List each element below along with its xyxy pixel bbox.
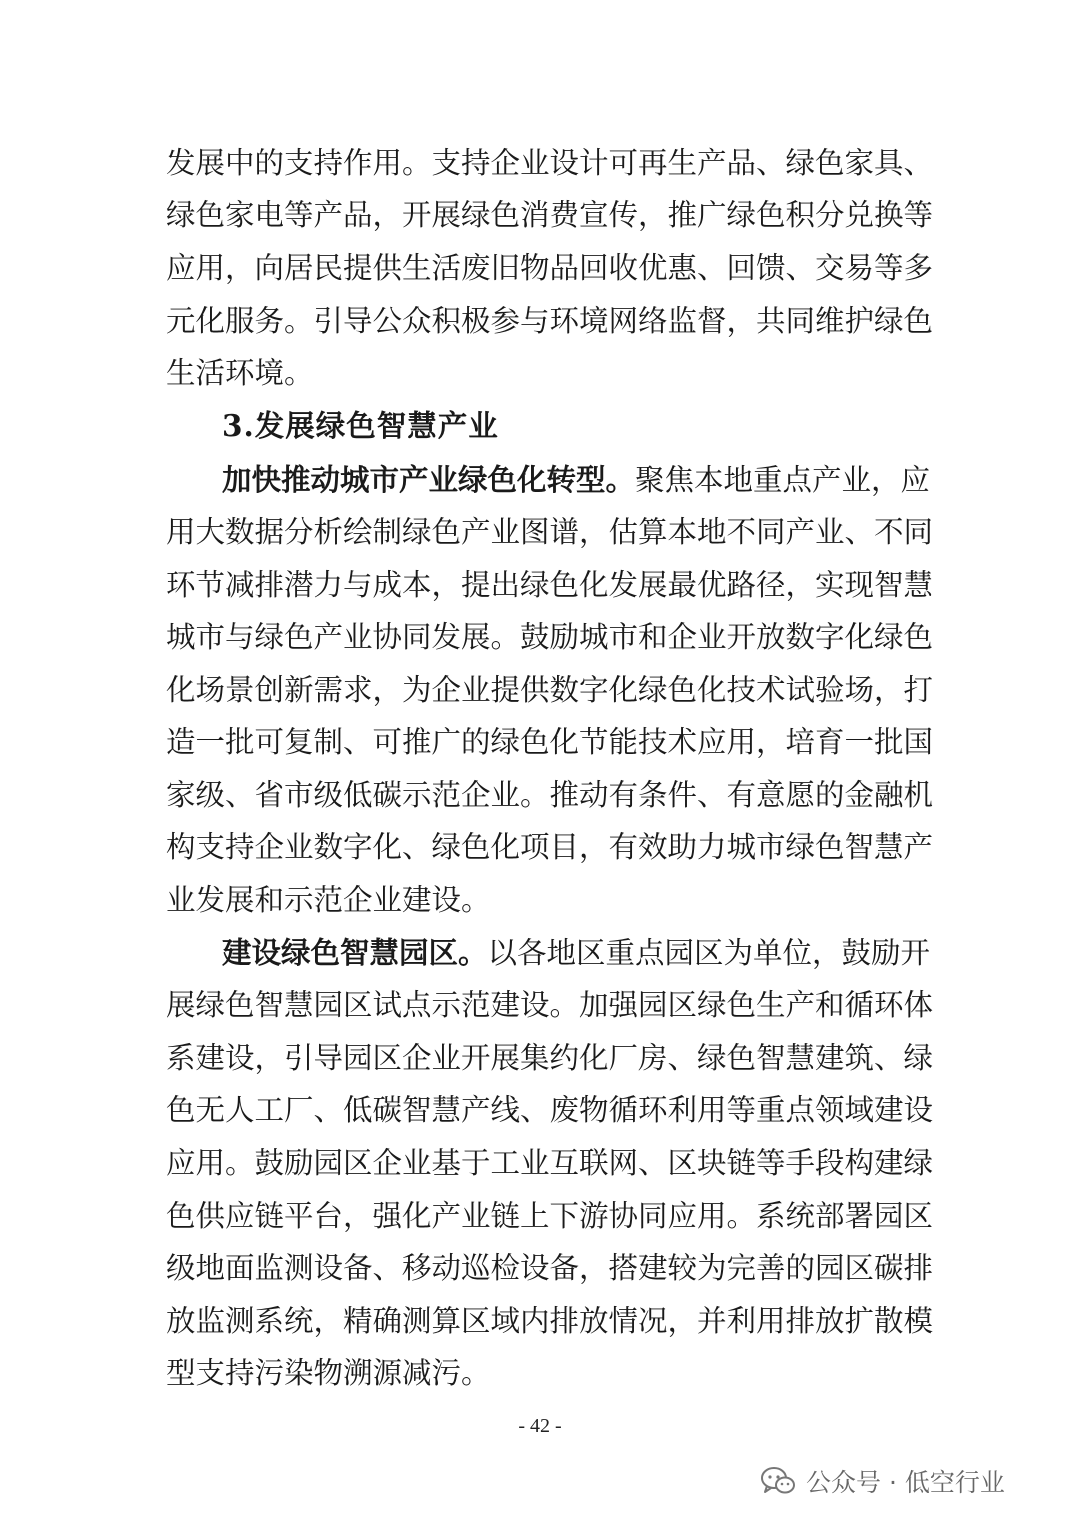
text-line: 色无人工厂、低碳智慧产线、废物循环利用等重点领域建设 [166, 1093, 934, 1127]
text-line: 家级、省市级低碳示范企业。推动有条件、有意愿的金融机 [166, 778, 934, 812]
paragraph-lead-line [222, 933, 931, 973]
text-line: 绿色家电等产品，开展绿色消费宣传，推广绿色积分兑换等 [166, 198, 934, 232]
text-line: 放监测系统，精确测算区域内排放情况，并利用排放扩散模 [166, 1304, 934, 1338]
text-line: 城市与绿色产业协同发展。鼓励城市和企业开放数字化绿色 [166, 620, 934, 654]
text-line: 型支持污染物溯源减污。 [166, 1356, 491, 1390]
text-line: 应用，向居民提供生活废旧物品回收优惠、回馈、交易等多 [166, 251, 934, 285]
bold-lead: 建设绿色智慧园区。 [222, 935, 488, 970]
wechat-icon [760, 1466, 796, 1496]
text-line: 系建设，引导园区企业开展集约化厂房、绿色智慧建筑、绿 [166, 1041, 934, 1075]
watermark-text: 公众号 · 低空行业 [806, 1468, 1005, 1497]
text-line: 色供应链平台，强化产业链上下游协同应用。系统部署园区 [166, 1199, 934, 1233]
text-line: 生活环境。 [166, 356, 314, 390]
text-line: 构支持企业数字化、绿色化项目，有效助力城市绿色智慧产 [166, 830, 934, 864]
text-line: 应用。鼓励园区企业基于工业互联网、区块链等手段构建绿 [166, 1146, 934, 1180]
text-line: 用大数据分析绘制绿色产业图谱，估算本地不同产业、不同 [166, 515, 934, 549]
watermark [760, 1463, 1005, 1499]
lead-rest: 以各地区重点园区为单位，鼓励开 [487, 936, 931, 970]
text-line: 业发展和示范企业建设。 [166, 883, 491, 917]
bold-lead: 加快推动城市产业绿色化转型。 [222, 462, 636, 497]
text-line: 发展中的支持作用。支持企业设计可再生产品、绿色家具、 [166, 146, 934, 180]
lead-rest: 聚焦本地重点产业，应 [635, 463, 931, 497]
text-line: 元化服务。引导公众积极参与环境网络监督，共同维护绿色 [166, 304, 934, 338]
text-line: 造一批可复制、可推广的绿色化节能技术应用，培育一批国 [166, 725, 934, 759]
page-number: - 42 - [518, 1415, 562, 1437]
text-line: 环节减排潜力与成本，提出绿色化发展最优路径，实现智慧 [166, 568, 934, 602]
section-heading: 3.发展绿色智慧产业 [222, 408, 499, 443]
text-line: 展绿色智慧园区试点示范建设。加强园区绿色生产和循环体 [166, 988, 934, 1022]
text-line: 化场景创新需求，为企业提供数字化绿色化技术试验场，打 [166, 673, 934, 707]
paragraph-lead-line [222, 460, 931, 500]
text-line: 级地面监测设备、移动巡检设备，搭建较为完善的园区碳排 [166, 1251, 934, 1285]
